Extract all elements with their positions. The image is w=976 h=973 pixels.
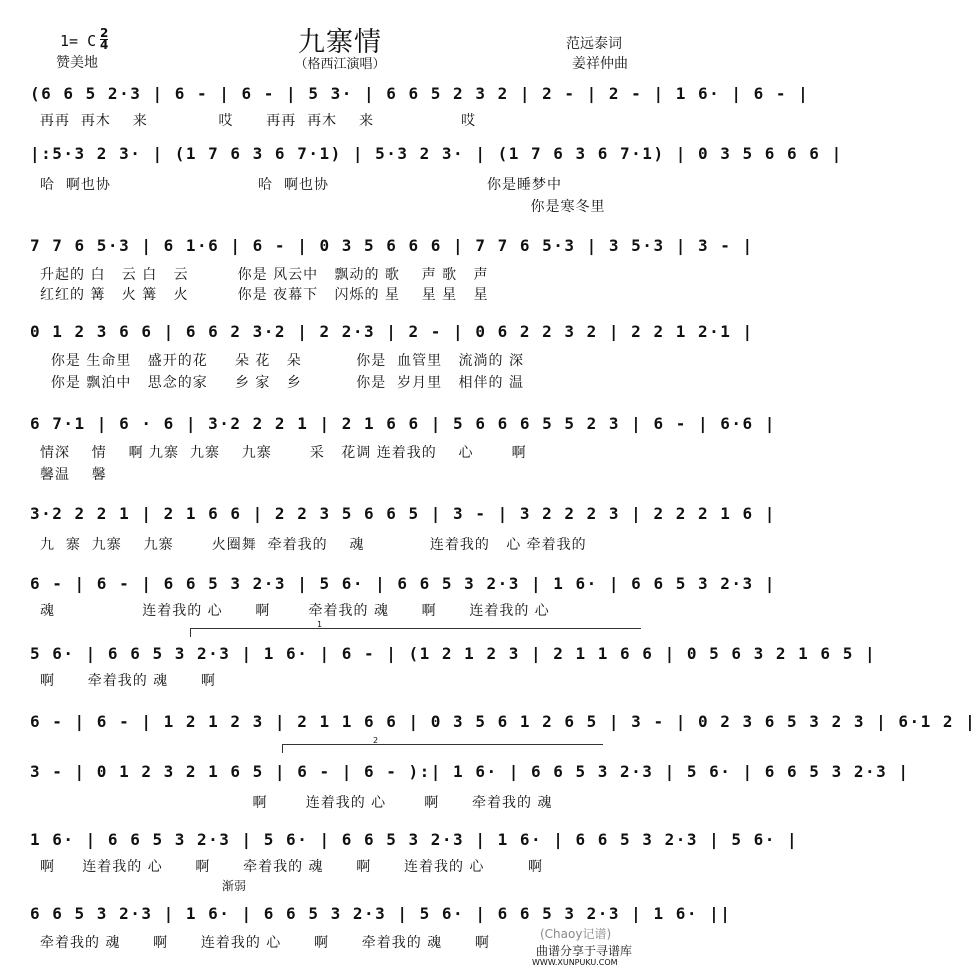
- lyric-line: 你是 飘泊中 思念的家 乡 家 乡 你是 岁月里 相伴的 温: [40, 375, 524, 391]
- lyric-line: 九 寨 九寨 九寨 火圈舞 牵着我的 魂 连着我的 心 牵着我的: [40, 537, 587, 553]
- notation-line: 6 7·1 | 6 · 6 | 3·2 2 2 1 | 2 1 6 6 | 5 6 6 6 5 5 2 3 | 6 - | 6·6 |: [30, 414, 776, 433]
- notation-line: |:5·3 2 3· | (1 7 6 3 6 7·1) | 5·3 2 3· | (1 7 6 3 6 7·1) | 0 3 5 6 6 6 |: [30, 144, 843, 163]
- dynamic-marking: 渐弱: [222, 879, 247, 893]
- composer-credit: 姜祥仲曲: [572, 56, 628, 72]
- notation-line: 7 7 6 5·3 | 6 1·6 | 6 - | 0 3 5 6 6 6 | 7 7 6 5·3 | 3 5·3 | 3 - |: [30, 236, 754, 255]
- first-ending-number: 1: [317, 620, 323, 629]
- second-ending-bracket: [282, 736, 603, 753]
- first-ending-bracket: [190, 620, 641, 637]
- lyric-line: 牵着我的 魂 啊 连着我的 心 啊 牵着我的 魂 啊: [40, 935, 490, 951]
- lyric-line: 升起的 白 云 白 云 你是 风云中 飘动的 歌 声 歌 声: [40, 267, 489, 283]
- second-ending-number: 2: [373, 736, 379, 745]
- song-title: 九寨情: [298, 27, 382, 58]
- lyric-line: 啊 连着我的 心 啊 牵着我的 魂 啊 连着我的 心 啊: [40, 859, 544, 875]
- lyric-line: 你是 生命里 盛开的花 朵 花 朵 你是 血管里 流淌的 深: [40, 353, 524, 369]
- tempo-marking: 赞美地: [56, 55, 98, 71]
- notation-line: 3 - | 0 1 2 3 2 1 6 5 | 6 - | 6 - ):| 1 6· | 6 6 5 3 2·3 | 5 6· | 6 6 5 3 2·3 |: [30, 762, 910, 781]
- lyric-line: 啊 牵着我的 魂 啊: [40, 673, 216, 689]
- lyric-line: 啊 连着我的 心 啊 牵着我的 魂: [40, 795, 553, 811]
- site-watermark: 曲谱分享于寻谱库: [536, 944, 633, 958]
- notation-line: 0 1 2 3 6 6 | 6 6 2 3·2 | 2 2·3 | 2 - | 0 6 2 2 3 2 | 2 2 1 2·1 |: [30, 322, 754, 341]
- notation-line: 6 - | 6 - | 6 6 5 3 2·3 | 5 6· | 6 6 5 3 2·3 | 1 6· | 6 6 5 3 2·3 |: [30, 574, 776, 593]
- lyricist-credit: 范远泰词: [566, 36, 622, 52]
- lyric-line: 你是寒冬里: [40, 199, 606, 215]
- lyric-line: 红红的 篝 火 篝 火 你是 夜幕下 闪烁的 星 星 星 星: [40, 287, 489, 303]
- lyric-line: 再再 再木 来 哎 再再 再木 来 哎: [40, 113, 477, 129]
- notation-line: 6 6 5 3 2·3 | 1 6· | 6 6 5 3 2·3 | 5 6· | 6 6 5 3 2·3 | 1 6· ||: [30, 904, 732, 923]
- key-signature: 1= C: [60, 32, 97, 50]
- singer-credit: （格西江演唱）: [294, 57, 386, 72]
- time-denominator: 4: [100, 38, 109, 52]
- notation-line: 5 6· | 6 6 5 3 2·3 | 1 6· | 6 - | (1 2 1 2 3 | 2 1 1 6 6 | 0 5 6 3 2 1 6 5 |: [30, 644, 877, 663]
- notation-line: 6 - | 6 - | 1 2 1 2 3 | 2 1 1 6 6 | 0 3 5 6 1 2 6 5 | 3 - | 0 2 3 6 5 3 2 3 | 6·1 2 |: [30, 712, 976, 731]
- lyric-line: 情深 情 啊 九寨 九寨 九寨 采 花调 连着我的 心 啊: [40, 445, 527, 461]
- time-numerator: 2: [100, 26, 109, 40]
- transcriber-credit: (Chaoy记谱): [540, 927, 612, 941]
- notation-line: 1 6· | 6 6 5 3 2·3 | 5 6· | 6 6 5 3 2·3 | 1 6· | 6 6 5 3 2·3 | 5 6· |: [30, 830, 799, 849]
- notation-line: 3·2 2 2 1 | 2 1 6 6 | 2 2 3 5 6 6 5 | 3 - | 3 2 2 2 3 | 2 2 2 1 6 |: [30, 504, 776, 523]
- time-signature: [100, 28, 108, 51]
- site-url: WWW.XUNPUKU.COM: [532, 958, 618, 967]
- notation-line: (6 6 5 2·3 | 6 - | 6 - | 5 3· | 6 6 5 2 3 2 | 2 - | 2 - | 1 6· | 6 - |: [30, 84, 810, 103]
- lyric-line: 哈 啊也协 哈 啊也协 你是睡梦中: [40, 177, 563, 193]
- lyric-line: 馨温 馨: [40, 467, 107, 483]
- lyric-line: 魂 连着我的 心 啊 牵着我的 魂 啊 连着我的 心: [40, 603, 550, 619]
